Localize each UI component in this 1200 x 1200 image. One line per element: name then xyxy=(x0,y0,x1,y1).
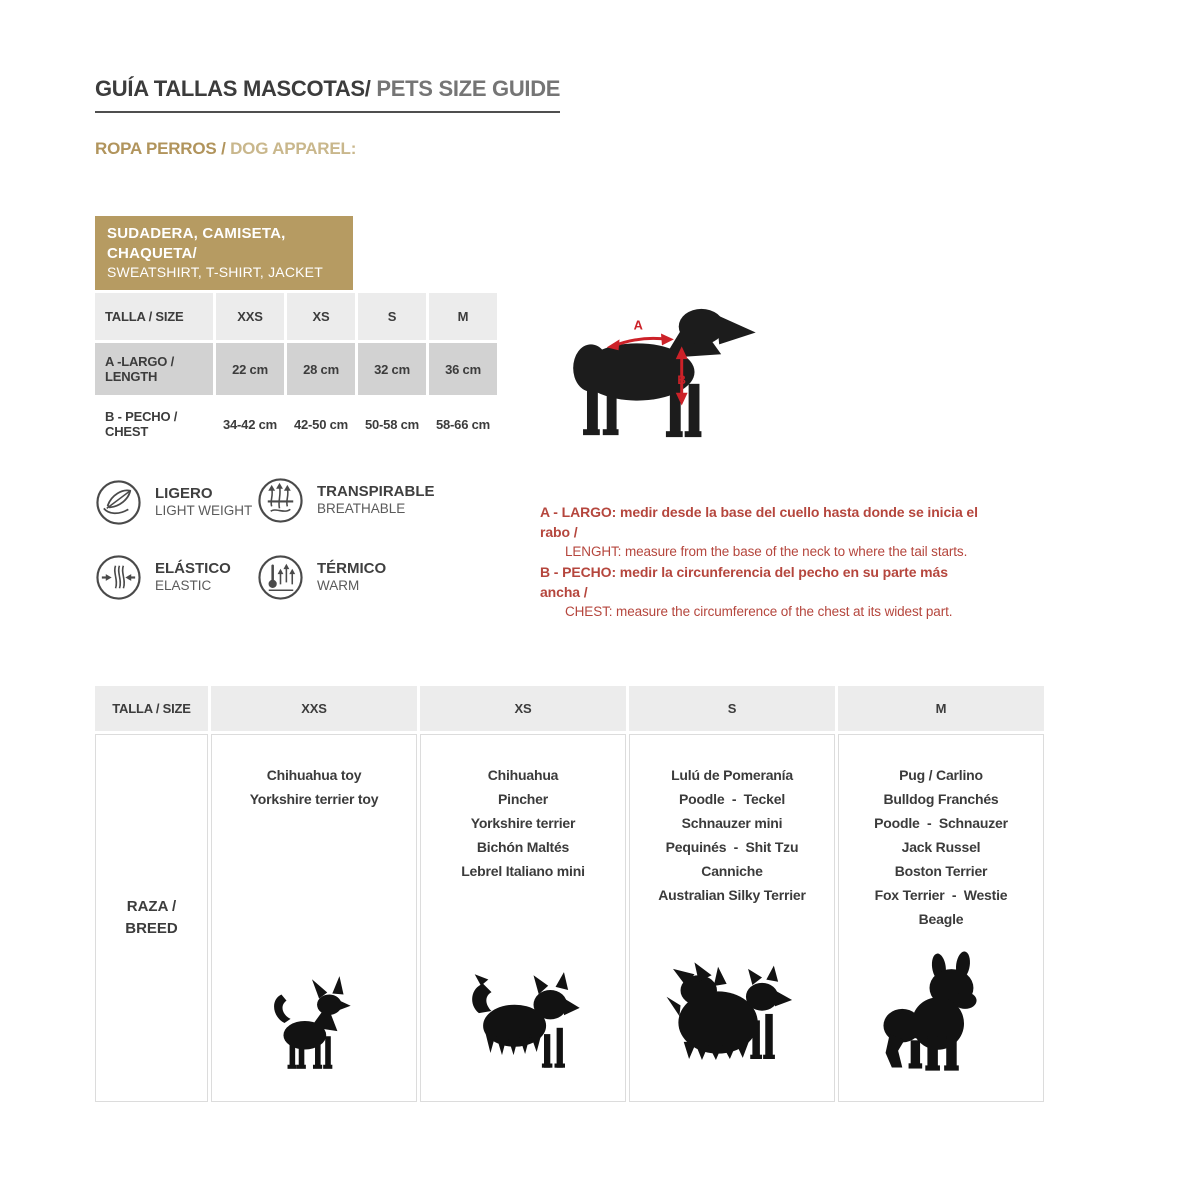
breed-name: Yorkshire terrier toy xyxy=(249,791,379,807)
size-table xyxy=(95,293,497,450)
breed-cell-xs xyxy=(420,734,626,1102)
chest-xxs: 34-42 cm xyxy=(216,398,284,450)
breed-cell-m xyxy=(838,734,1044,1102)
breed-name: Poodle - Teckel xyxy=(678,791,786,807)
breed-cell-xxs xyxy=(211,734,417,1102)
length-row-label: A -LARGO / LENGTH xyxy=(95,343,213,395)
breed-name: Lebrel Italiano mini xyxy=(461,863,585,879)
breed-name: Poodle - Schnauzer xyxy=(874,815,1008,831)
feature-lightweight-en: LIGHT WEIGHT xyxy=(155,503,253,519)
chest-s: 50-58 cm xyxy=(358,398,426,450)
breed-name: Australian Silky Terrier xyxy=(658,887,806,903)
category-line-es: SUDADERA, CAMISETA, CHAQUETA/ xyxy=(107,225,286,262)
feature-lightweight-es: LIGERO xyxy=(155,484,213,502)
elastic-icon xyxy=(95,554,142,601)
category-line-en: SWEATSHIRT, T-SHIRT, JACKET xyxy=(107,264,323,280)
feature-breathable-en: BREATHABLE xyxy=(317,501,406,517)
pomeranian-silhouette-icon xyxy=(662,956,802,1074)
note-length-en: LENGHT: measure from the base of the neck to where the tail starts. xyxy=(565,544,968,559)
s-dog-slot xyxy=(662,956,802,1079)
measurement-notes xyxy=(540,502,990,622)
subtitle-en: DOG APPAREL: xyxy=(230,139,357,158)
breed-name: Pug / Carlino xyxy=(899,767,983,783)
feature-elastic-en: ELASTIC xyxy=(155,578,212,594)
xs-dog-slot xyxy=(460,969,586,1079)
breed-row-label-es: RAZA / xyxy=(126,898,177,915)
chest-m: 58-66 cm xyxy=(429,398,497,450)
length-xxs: 22 cm xyxy=(216,343,284,395)
breed-name: Schnauzer mini xyxy=(681,815,783,831)
breed-name: Boston Terrier xyxy=(894,863,988,879)
breed-name: Yorkshire terrier xyxy=(470,815,576,831)
breathable-icon xyxy=(257,477,304,524)
breed-row-label xyxy=(95,734,208,1102)
subtitle-es: ROPA PERROS / xyxy=(95,139,231,158)
breed-header-m: M xyxy=(838,686,1044,731)
french-bulldog-silhouette-icon xyxy=(873,948,1009,1074)
breed-header-label: TALLA / SIZE xyxy=(95,686,208,731)
chest-xs: 42-50 cm xyxy=(287,398,355,450)
breed-header-xs: XS xyxy=(420,686,626,731)
feature-elastic-es: ELÁSTICO xyxy=(155,559,231,577)
feature-breathable xyxy=(257,477,435,524)
feature-lightweight xyxy=(95,479,252,526)
chihuahua-silhouette-icon xyxy=(258,972,370,1074)
xxs-dog-slot xyxy=(258,972,370,1079)
size-table-header-s: S xyxy=(358,293,426,340)
breed-name: Canniche xyxy=(701,863,763,879)
chest-row-label: B - PECHO / CHEST xyxy=(95,398,213,450)
thermal-icon xyxy=(257,554,304,601)
size-table-header-xxs: XXS xyxy=(216,293,284,340)
m-dog-slot xyxy=(873,948,1009,1079)
breed-name: Chihuahua xyxy=(487,767,559,783)
note-pecho-es: B - PECHO: medir la circunferencia del pecho en su parte más ancha / xyxy=(540,564,948,600)
note-largo-es: A - LARGO: medir desde la base del cuello hasta donde se inicia el rabo / xyxy=(540,504,978,540)
arrow-a-label: A xyxy=(633,317,643,333)
breed-name: Jack Russel xyxy=(901,839,981,855)
breed-table-header xyxy=(95,686,1044,731)
breed-name: Beagle xyxy=(918,911,964,927)
yorkshire-silhouette-icon xyxy=(460,969,586,1074)
breed-name: Lulú de Pomeranía xyxy=(671,767,793,783)
page-title-es: GUÍA TALLAS MASCOTAS/ xyxy=(95,76,371,101)
breed-row-label-en: BREED xyxy=(125,920,178,937)
breed-list-xs xyxy=(421,735,625,883)
size-table-header-xs: XS xyxy=(287,293,355,340)
labrador-silhouette-icon xyxy=(552,297,767,445)
size-table-header-m: M xyxy=(429,293,497,340)
feature-elastic xyxy=(95,554,231,601)
breed-list-s xyxy=(630,735,834,907)
breed-name: Pequinés - Shit Tzu xyxy=(665,839,799,855)
size-table-header-label: TALLA / SIZE xyxy=(95,293,213,340)
feather-icon xyxy=(95,479,142,526)
breed-header-xxs: XXS xyxy=(211,686,417,731)
length-s: 32 cm xyxy=(358,343,426,395)
page-title xyxy=(95,76,560,113)
feature-warm-es: TÉRMICO xyxy=(317,559,387,577)
breed-name: Bulldog Franchés xyxy=(883,791,999,807)
breed-name: Bichón Maltés xyxy=(476,839,570,855)
page-title-en: PETS SIZE GUIDE xyxy=(370,76,561,101)
category-box xyxy=(95,216,353,290)
breed-list-m xyxy=(839,735,1043,931)
measurement-diagram xyxy=(552,297,767,445)
breed-table-body xyxy=(95,734,1044,1102)
breed-header-s: S xyxy=(629,686,835,731)
feature-warm xyxy=(257,554,386,601)
length-m: 36 cm xyxy=(429,343,497,395)
feature-warm-en: WARM xyxy=(317,578,360,594)
breed-name: Fox Terrier - Westie xyxy=(874,887,1008,903)
breed-name: Chihuahua toy xyxy=(266,767,362,783)
breed-name: Pincher xyxy=(498,791,548,807)
section-subtitle xyxy=(95,139,356,159)
note-chest-en: CHEST: measure the circumference of the chest at its widest part. xyxy=(565,604,953,619)
feature-breathable-es: TRANSPIRABLE xyxy=(317,482,435,500)
arrow-b-label: B xyxy=(677,372,686,387)
length-xs: 28 cm xyxy=(287,343,355,395)
breed-list-xxs xyxy=(212,735,416,811)
breed-cell-s xyxy=(629,734,835,1102)
